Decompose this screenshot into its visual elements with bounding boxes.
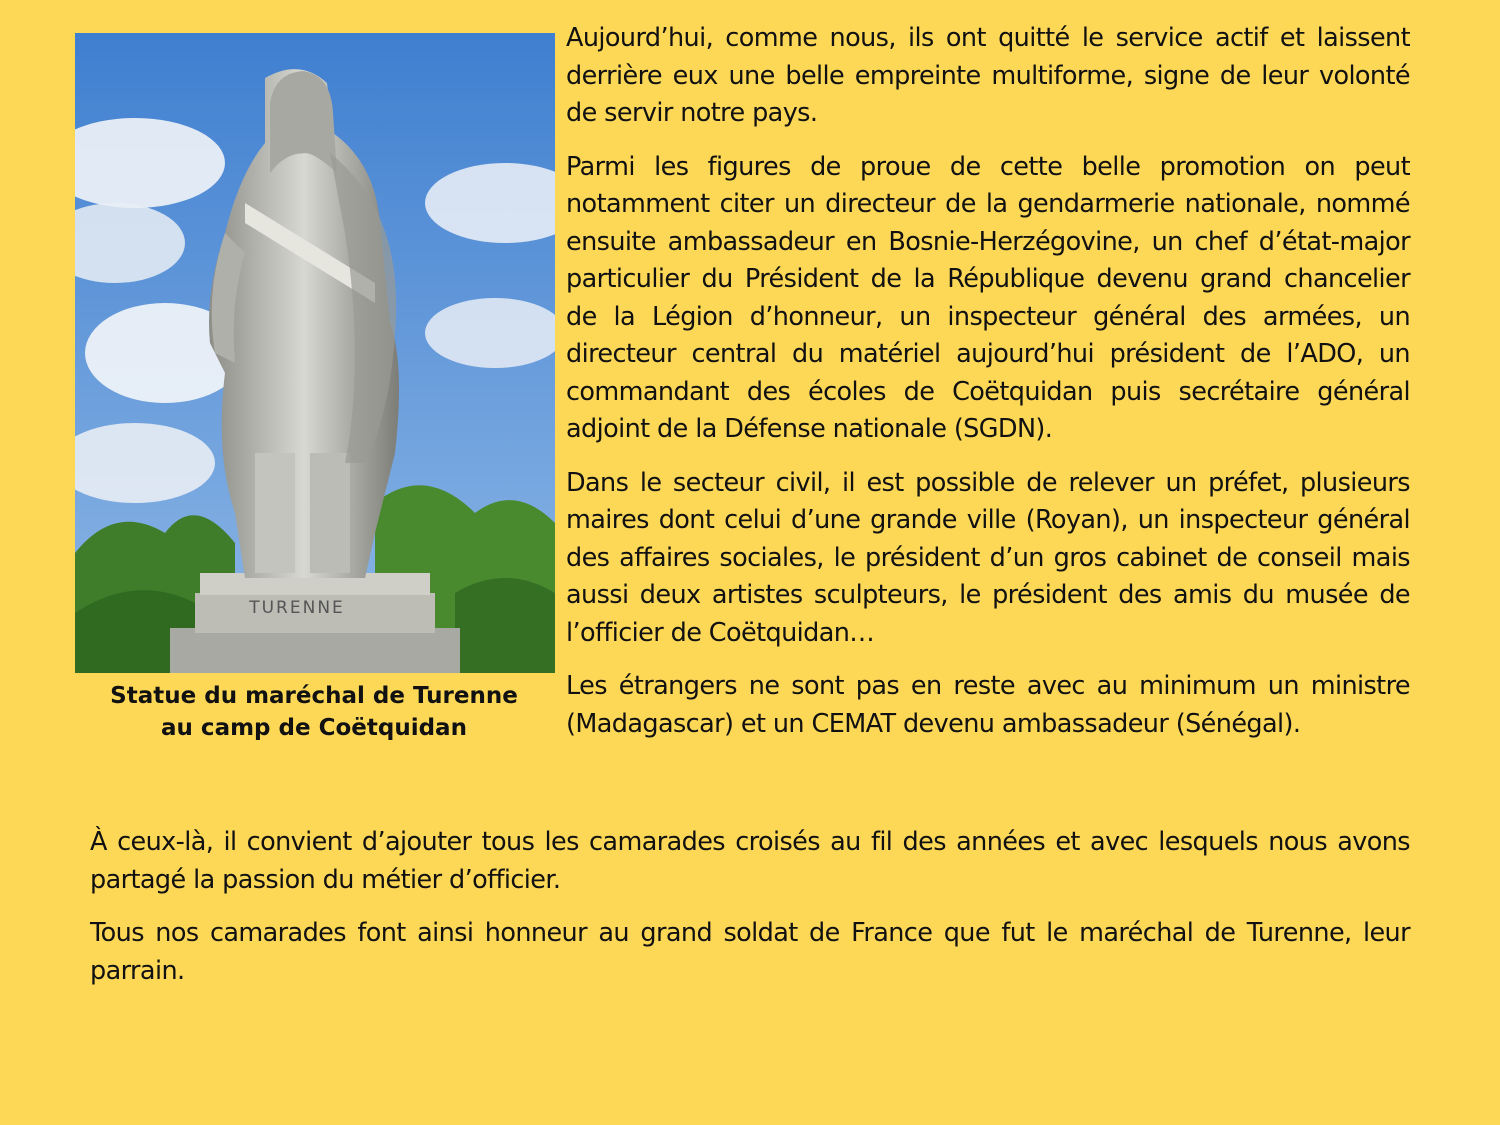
paragraph-service: Aujourd’hui, comme nous, ils ont quitté le service actif et laissent derrière eux une belle empreinte multiforme, signe de leur volonté de servir notre pays. bbox=[566, 23, 1410, 128]
caption-line-1: Statue du maréchal de Turenne bbox=[110, 683, 518, 709]
paragraph-honour: Tous nos camarades font ainsi honneur au grand soldat de France que fut le maréchal de Turenne, leur parrain. bbox=[90, 918, 1410, 986]
photo-caption bbox=[75, 680, 553, 744]
right-text-column bbox=[566, 20, 1410, 759]
paragraph-figures: Parmi les figures de proue de cette belle promotion on peut notamment citer un directeur de la gendarmerie nationale, nommé ensuite ambassadeur en Bosnie-Herzégovine, un chef d’état-major particulier du Président de la République devenu grand chancelier de la Légion d’honneur, un inspecteur général des armées, un directeur central du matériel aujourd’hui président de l’ADO, un commandant des écoles de Coëtquidan puis secrétaire général adjoint de la Défense nationale (SGDN). bbox=[566, 151, 1410, 444]
caption-line-2: au camp de Coëtquidan bbox=[161, 715, 467, 741]
paragraph-foreigners: Les étrangers ne sont pas en reste avec au minimum un ministre (Madagascar) et un CEMAT devenu ambassadeur (Sénégal). bbox=[566, 671, 1410, 739]
paragraph-civil: Dans le secteur civil, il est possible de relever un préfet, plusieurs maires dont celui d’une grande ville (Royan), un inspecteur général des affaires sociales, le président d’un gros cabinet de conseil mais aussi deux artistes sculpteurs, le président des amis du musée de l’officier de Coëtquidan… bbox=[566, 467, 1410, 648]
paragraph-comrades: À ceux-là, il convient d’ajouter tous les camarades croisés au fil des années et avec lesquels nous avons partagé la passion du métier d’officier. bbox=[90, 827, 1410, 895]
plinth-inscription: TURENNE bbox=[249, 598, 345, 618]
bottom-text-block bbox=[90, 824, 1410, 1006]
statue-photo bbox=[75, 33, 555, 673]
